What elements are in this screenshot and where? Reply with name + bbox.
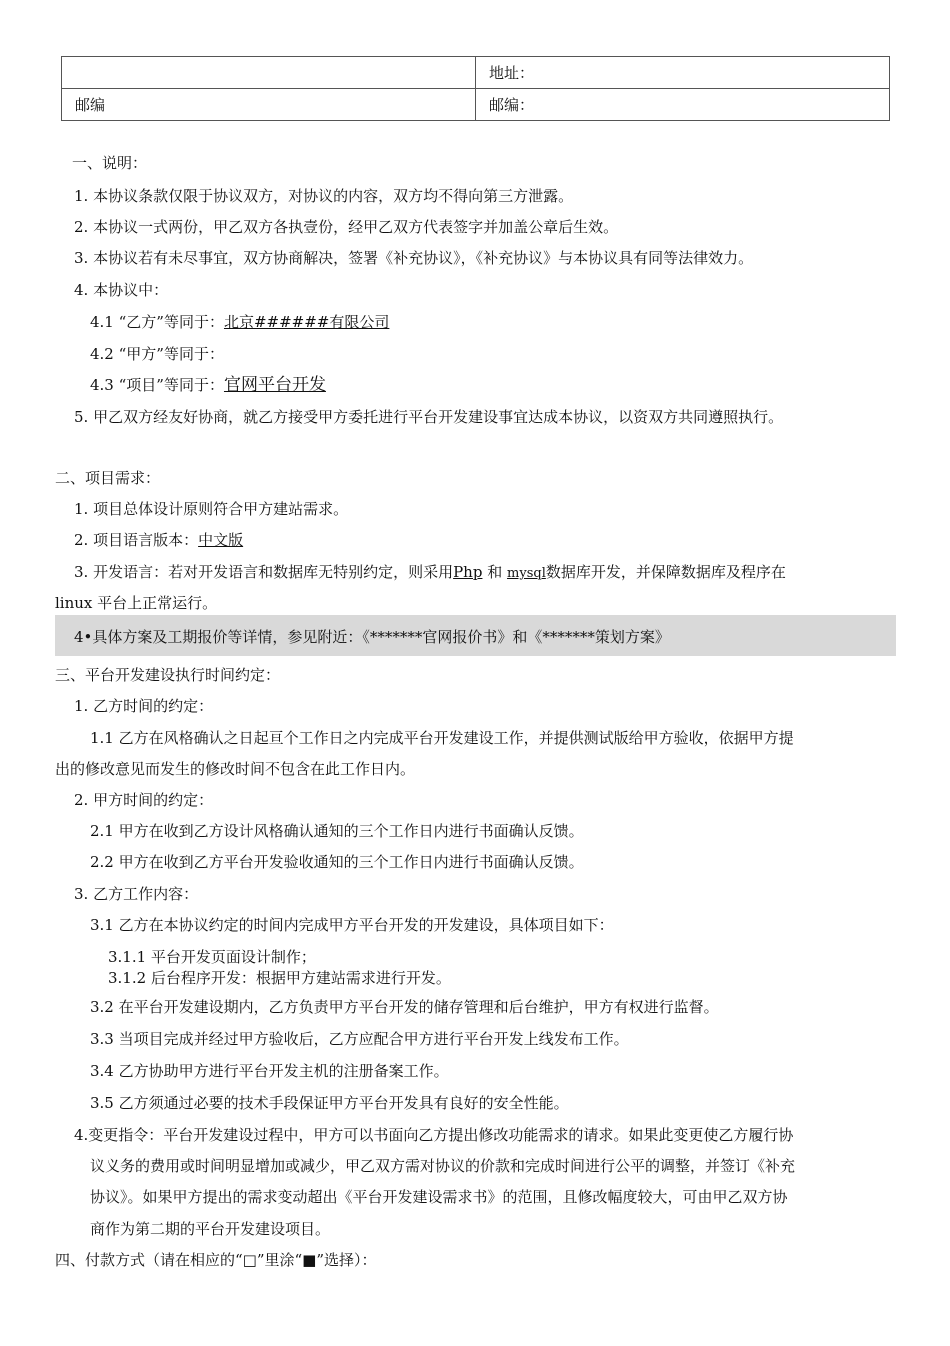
clause: 1. 本协议条款仅限于协议双方，对协议的内容，双方均不得向第三方泄露。 [74,187,574,205]
definition-label: 4.2 “甲方”等同于： [90,345,224,363]
clause: 1. 乙方时间的约定： [74,697,214,715]
definition-party-a [90,344,224,364]
sub-clause: 3.1.1 平台开发页面设计制作； [108,948,316,966]
clause: 1. 项目总体设计原则符合甲方建站需求。 [74,500,349,518]
section-heading-schedule: 三、平台开发建设执行时间约定： [55,666,281,684]
section-heading-payment: 四、付款方式（请在相应的“□”里涂“■”选择）： [55,1251,377,1269]
clause-text: 3. 开发语言：若对开发语言和数据库无特别约定，则采用 [74,563,454,581]
clause: 3.3 当项目完成并经过甲方验收后，乙方应配合甲方进行平台开发上线发布工作。 [90,1030,629,1048]
table-row [62,89,890,121]
sub-clause: 3.1.2 后台程序开发：根据甲方建站需求进行开发。 [108,969,451,987]
table-cell: 邮编 [62,89,476,121]
clause-dev-language [74,562,786,584]
mysql-text: mysql [507,566,546,581]
clause-continuation: 出的修改意见而发生的修改时间不包含在此工作日内。 [55,760,416,778]
section-heading-explanation: 一、说明： [72,154,148,172]
clause: 1.1 乙方在风格确认之日起亘个工作日之内完成平台开发建设工作，并提供测试版给甲方验收，依据甲方提 [90,729,794,747]
clause-label: 2. 项目语言版本： [74,531,199,549]
table-cell: 地址： [476,57,890,89]
definition-label: 4.1 “乙方”等同于： [90,313,224,331]
clause: 3. 本协议若有未尽事宜，双方协商解决，签署《补充协议》，《补充协议》与本协议具有同等法律效力。 [74,249,754,267]
clause: 2. 甲方时间的约定： [74,791,214,809]
clause: 4.变更指令：平台开发建设过程中，甲方可以书面向乙方提出修改功能需求的请求。如果此变更使乙方履行协 [74,1126,794,1144]
definition-project [90,375,326,395]
clause: 5. 甲乙双方经友好协商，就乙方接受甲方委托进行平台开发建设事宜达成本协议，以资双方共同遵照执行。 [74,408,784,426]
party-b-name: 北京######有限公司 [223,313,390,331]
clause: 4. 本协议中： [74,281,169,299]
section-heading-requirements: 二、项目需求： [55,469,161,487]
clause: 3.1 乙方在本协议约定的时间内完成甲方平台开发的开发建设，具体项目如下： [90,916,614,934]
clause-continuation: 议义务的费用或时间明显增加或减少，甲乙双方需对协议的价款和完成时间进行公平的调整，并签订《补充 [90,1157,796,1175]
clause-continuation: 协议》。如果甲方提出的需求变动超出《平台开发建设需求书》的范围，且修改幅度较大，可由甲乙双方协 [90,1188,788,1206]
clause-text: 数据库开发，并保障数据库及程序在 [545,563,786,581]
language-version: 中文版 [198,531,244,549]
project-name: 官网平台开发 [223,375,326,395]
clause: 2.2 甲方在收到乙方平台开发验收通知的三个工作日内进行书面确认反馈。 [90,853,584,871]
clause: 3.5 乙方须通过必要的技术手段保证甲方平台开发具有良好的安全性能。 [90,1094,569,1112]
party-info-table [61,56,890,121]
table-cell: 邮编： [476,89,890,121]
table-row [62,57,890,89]
definition-label: 4.3 “项目”等同于： [90,376,224,394]
table-cell [62,57,476,89]
php-text: Php [453,563,483,581]
definition-party-b [90,312,389,332]
clause: 3.2 在平台开发建设期内，乙方负责甲方平台开发的储存管理和后台维护，甲方有权进行监督。 [90,998,719,1016]
clause-continuation: 商作为第二期的平台开发建设项目。 [90,1220,331,1238]
clause-continuation: linux 平台上正常运行。 [55,594,218,612]
clause: 2.1 甲方在收到乙方设计风格确认通知的三个工作日内进行书面确认反馈。 [90,822,584,840]
clause: 3.4 乙方协助甲方进行平台开发主机的注册备案工作。 [90,1062,449,1080]
clause-language [74,530,243,550]
clause: 3. 乙方工作内容： [74,885,199,903]
clause-highlighted: 4•具体方案及工期报价等详情，参见附近：《*******官网报价书》和《*******策划方案》 [74,628,670,646]
clause: 2. 本协议一式两份，甲乙双方各执壹份，经甲乙双方代表签字并加盖公章后生效。 [74,218,619,236]
and-text: 和 [487,563,503,581]
